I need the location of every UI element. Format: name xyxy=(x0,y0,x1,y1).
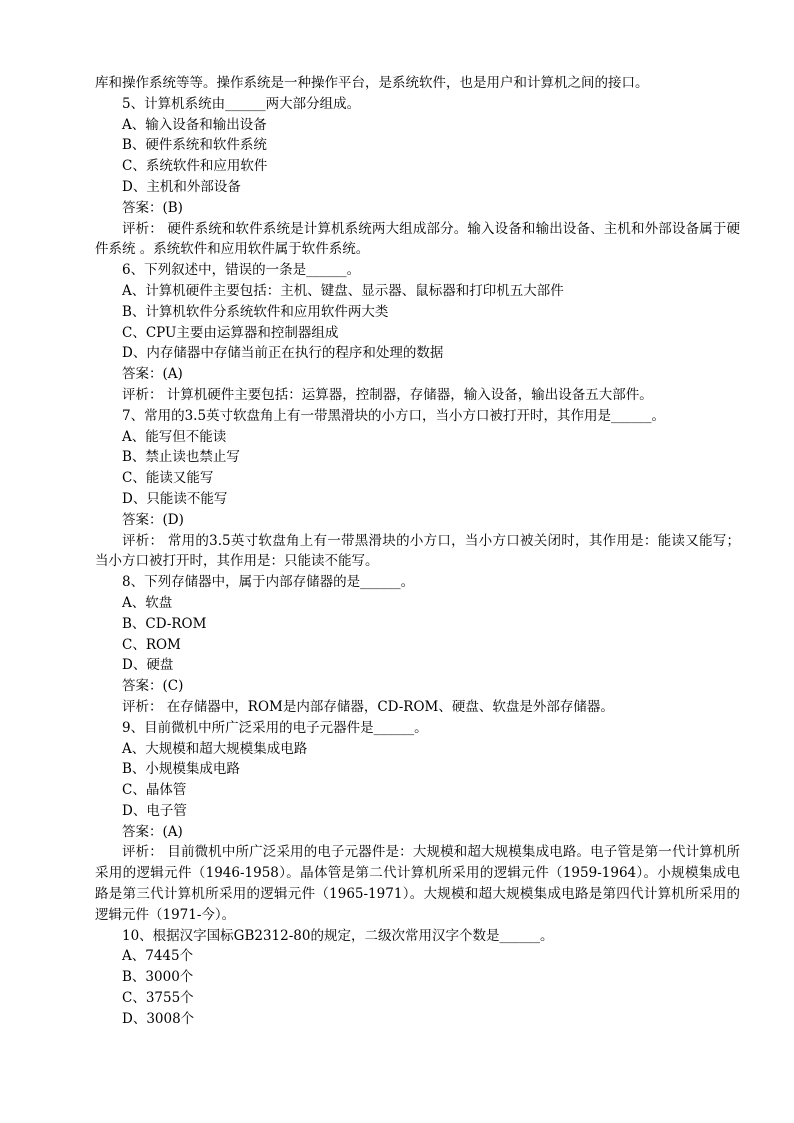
option: A、计算机硬件主要包括：主机、键盘、显示器、鼠标器和打印机五大部件 xyxy=(122,282,564,299)
question-stem: 7、常用的3.5英寸软盘角上有一带黑滑块的小方口，当小方口被打开时，其作用是______。 xyxy=(122,407,666,424)
answer: 答案：(D) xyxy=(122,511,184,528)
option: C、晶体管 xyxy=(122,782,187,799)
analysis: 评析： 常用的3.5英寸软盘角上有一带黑滑块的小方口，当小方口被关闭时，其作用是：能读又能写；当小方口被打开时，其作用是：只能读不能写。 xyxy=(95,532,740,570)
analysis: 评析： 目前微机中所广泛采用的电子元器件是：大规模和超大规模集成电路。电子管是第一代计算机所采用的逻辑元件（1946-1958）。晶体管是第二代计算机所采用的逻辑元件（1959-1964）。小规模集成电路是第三代计算机所采用的逻辑元件（1965-1971）。大规模和超大规模集成电路是第四代计算机所采用的逻辑元件（1971-今）。 xyxy=(95,844,740,923)
option: C、能读又能写 xyxy=(122,470,214,487)
option: D、3008个 xyxy=(122,1010,195,1027)
option: B、小规模集成电路 xyxy=(122,761,240,778)
option: A、软盘 xyxy=(122,594,173,611)
analysis: 评析： 在存储器中，ROM是内部存储器，CD-ROM、硬盘、软盘是外部存储器。 xyxy=(122,698,614,715)
question-stem: 5、计算机系统由______两大部分组成。 xyxy=(122,95,361,112)
option: B、CD-ROM xyxy=(122,615,207,632)
option: B、3000个 xyxy=(122,969,194,986)
document-body xyxy=(95,73,740,1030)
question-stem: 9、目前微机中所广泛采用的电子元器件是______。 xyxy=(122,719,428,736)
option: D、主机和外部设备 xyxy=(122,178,241,195)
analysis: 评析： 硬件系统和软件系统是计算机系统两大组成部分。输入设备和输出设备、主机和外部设备属于硬件系统 。系统软件和应用软件属于软件系统。 xyxy=(95,220,740,258)
question-stem: 6、下列叙述中，错误的一条是______。 xyxy=(122,262,361,279)
question-stem: 10、根据汉字国标GB2312-80的规定，二级次常用汉字个数是______。 xyxy=(122,927,554,944)
analysis: 评析： 计算机硬件主要包括：运算器，控制器，存储器，输入设备，输出设备五大部件。 xyxy=(122,386,653,403)
option: A、输入设备和输出设备 xyxy=(122,116,267,133)
answer: 答案：(A) xyxy=(122,366,183,383)
option: C、ROM xyxy=(122,636,181,653)
option: D、只能读不能写 xyxy=(122,490,228,507)
option: D、电子管 xyxy=(122,802,187,819)
option: B、硬件系统和软件系统 xyxy=(122,137,267,154)
answer: 答案：(A) xyxy=(122,823,183,840)
option: C、CPU主要由运算器和控制器组成 xyxy=(122,324,339,341)
option: D、内存储器中存储当前正在执行的程序和处理的数据 xyxy=(122,345,444,362)
option: B、禁止读也禁止写 xyxy=(122,449,240,466)
option: C、3755个 xyxy=(122,990,194,1007)
answer: 答案：(B) xyxy=(122,199,183,216)
option: A、能写但不能读 xyxy=(122,428,227,445)
answer: 答案：(C) xyxy=(122,678,184,695)
option: D、硬盘 xyxy=(122,657,174,674)
option: A、7445个 xyxy=(122,948,194,965)
question-stem: 8、下列存储器中，属于内部存储器的是______。 xyxy=(122,574,415,591)
option: C、系统软件和应用软件 xyxy=(122,158,268,175)
option: B、计算机软件分系统软件和应用软件两大类 xyxy=(122,303,389,320)
continuation-text: 库和操作系统等等。操作系统是一种操作平台，是系统软件，也是用户和计算机之间的接口。 xyxy=(95,75,649,91)
option: A、大规模和超大规模集成电路 xyxy=(122,740,308,757)
